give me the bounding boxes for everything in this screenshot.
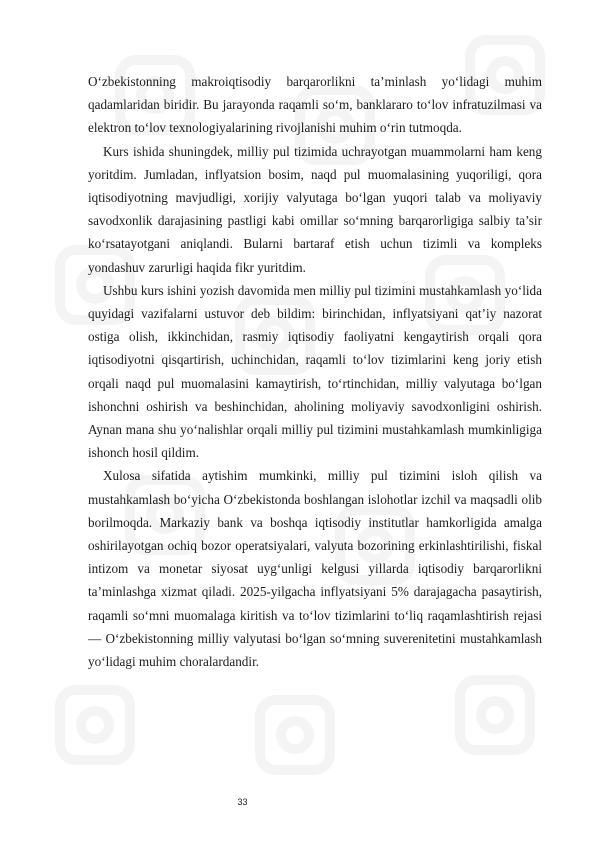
watermark-icon: [60, 690, 130, 760]
watermark-icon: [460, 680, 530, 750]
watermark-icon: [260, 700, 330, 770]
paragraph-priorities: Ushbu kurs ishini yozish davomida men milliy pul tizimini mustahkamlash yo‘lida quyidagi vazifalarni ustuvor deb bildim: birinchidan, inflyatsiyani qat’iy nazorat ostiga olish, ikkinchidan, rasmiy iqtisodiy faoliyatni kengaytirish orqali qora iqtisodiyotni qisqartirish, uchinchidan, raqamli to‘lov tizimlarini keng joriy etish orqali naqd pul muomalasini kamaytirish, to‘rtinchidan, milliy valyutaga bo‘lgan ishonchni oshirish va beshinchidan, aholining moliyaviy savodxonligini oshirish. Aynan mana shu yo‘nalishlar orqali milliy pul tizimini mustahkamlash mumkinligiga ishonch hosil qildim.: [88, 282, 542, 461]
body-text: [88, 70, 542, 673]
paragraph-continuation: O‘zbekistonning makroiqtisodiy barqarorlikni ta’minlash yo‘lidagi muhim qadamlaridan biridir. Bu jarayonda raqamli so‘m, banklararo to‘lov infratuzilmasi va elektron to‘lov texnologiyalarining rivojlanishi muhim o‘rin tutmoqda.: [88, 74, 542, 136]
paragraph-conclusion: Xulosa sifatida aytishim mumkinki, milliy pul tizimini isloh qilish va mustahkamlash bo‘yicha O‘zbekistonda boshlangan islohotlar izchil va maqsadli olib borilmoqda. Markaziy bank va boshqa iqtisodiy institutlar hamkorligida amalga oshirilayotgan ochiq bozor operatsiyalari, valyuta bozorining erkinlashtirilishi, fiskal intizom va monetar siyosat uyg‘unligi kelgusi yillarda iqtisodiy barqarorlikni ta’minlashga xizmat qiladi. 2025-yilgacha inflyatsiyani 5% darajagacha pasaytirish, raqamli so‘mni muomalaga kiritish va to‘lov tizimlarini to‘liq raqamlashtirish rejasi — O‘zbekistonning milliy valyutasi bo‘lgan so‘mning suverenitetini mustahkamlash yo‘lidagi muhim choralardandir.: [88, 468, 542, 670]
page-number: 33: [237, 797, 248, 807]
paragraph-problems: Kurs ishida shuningdek, milliy pul tizimida uchrayotgan muammolarni ham keng yoritdim. Jumladan, inflyatsion bosim, naqd pul muomalasining yuqoriligi, qora iqtisodiyotning mavjudligi, xorijiy valyutaga bo‘lgan yuqori talab va moliyaviy savodxonlik darajasining pastligi kabi omillar so‘mning barqarorligiga salbiy ta’sir ko‘rsatayotgani aniqlandi. Bularni bartaraf etish uchun tizimli va kompleks yondashuv zarurligi haqida fikr yuritdim.: [88, 143, 542, 275]
